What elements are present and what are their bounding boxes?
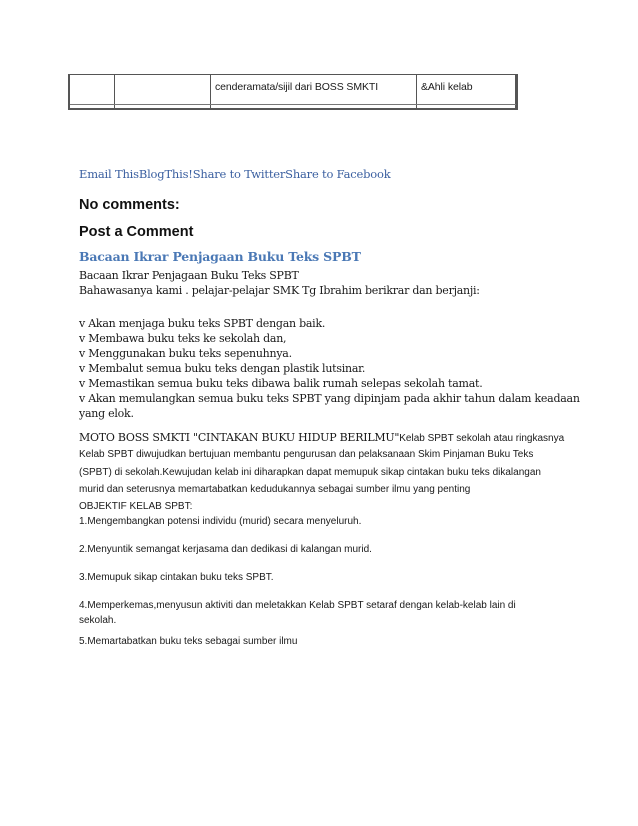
- objective-item: 4.Memperkemas,menyusun aktiviti dan meletakkan Kelab SPBT setaraf dengan kelab-kelab lain di: [79, 600, 516, 611]
- moto-first-line: [79, 429, 565, 446]
- table-inner-border: [70, 104, 516, 105]
- moto-line: Kelab SPBT diwujudkan bertujuan membantu pengurusan dan pelaksanaan Skim Pinjaman Buku Teks: [79, 449, 534, 461]
- post-comment-heading: Post a Comment: [79, 224, 194, 240]
- table-row: [68, 74, 518, 110]
- objective-item: sekolah.: [79, 615, 117, 626]
- objektif-heading: OBJEKTIF KELAB SPBT:: [79, 501, 193, 513]
- pledge-line: yang elok.: [79, 407, 134, 420]
- moto-line: (SPBT) di sekolah.Kewujudan kelab ini diharapkan dapat memupuk sikap cintakan buku teks dikalangan: [79, 466, 541, 478]
- ikrar-intro-line: Bacaan Ikrar Penjagaan Buku Teks SPBT: [79, 269, 299, 282]
- ikrar-title: Bacaan Ikrar Penjagaan Buku Teks SPBT: [79, 249, 361, 264]
- pledge-line: v Akan menjaga buku teks SPBT dengan baik.: [79, 317, 326, 330]
- moto-lead-rest: Kelab SPBT sekolah atau ringkasnya: [399, 433, 565, 444]
- pledge-line: v Membalut semua buku teks dengan plastik lutsinar.: [79, 362, 366, 375]
- share-links[interactable]: Email ThisBlogThis!Share to TwitterShare to Facebook: [79, 167, 391, 181]
- pledge-line: v Menggunakan buku teks sepenuhnya.: [79, 347, 292, 360]
- no-comments-heading: No comments:: [79, 197, 180, 213]
- table-cell: &Ahli kelab: [417, 75, 516, 108]
- moto-lead: MOTO BOSS SMKTI "CINTAKAN BUKU HIDUP BERILMU": [79, 431, 400, 444]
- table-cell: cenderamata/sijil dari BOSS SMKTI: [211, 75, 417, 108]
- pledge-line: v Akan memulangkan semua buku teks SPBT yang dipinjam pada akhir tahun dalam keadaan: [79, 392, 580, 405]
- objective-item: 2.Menyuntik semangat kerjasama dan dedikasi di kalangan murid.: [79, 544, 372, 555]
- pledge-line: v Memastikan semua buku teks dibawa balik rumah selepas sekolah tamat.: [79, 377, 483, 390]
- objective-item: 3.Memupuk sikap cintakan buku teks SPBT.: [79, 572, 274, 583]
- moto-line: murid dan seterusnya memartabatkan kedudukannya sebagai sumber ilmu yang penting: [79, 483, 471, 495]
- objective-item: 1.Mengembangkan potensi individu (murid) secara menyeluruh.: [79, 516, 362, 527]
- ikrar-intro-line: Bahawasanya kami . pelajar-pelajar SMK Tg Ibrahim berikrar dan berjanji:: [79, 284, 480, 297]
- ikrar-pledges: [79, 316, 580, 421]
- objective-item: 5.Memartabatkan buku teks sebagai sumber ilmu: [79, 636, 298, 647]
- ikrar-intro: [79, 268, 549, 298]
- pledge-line: v Membawa buku teks ke sekolah dan,: [79, 332, 287, 345]
- moto-paragraph: [79, 429, 565, 515]
